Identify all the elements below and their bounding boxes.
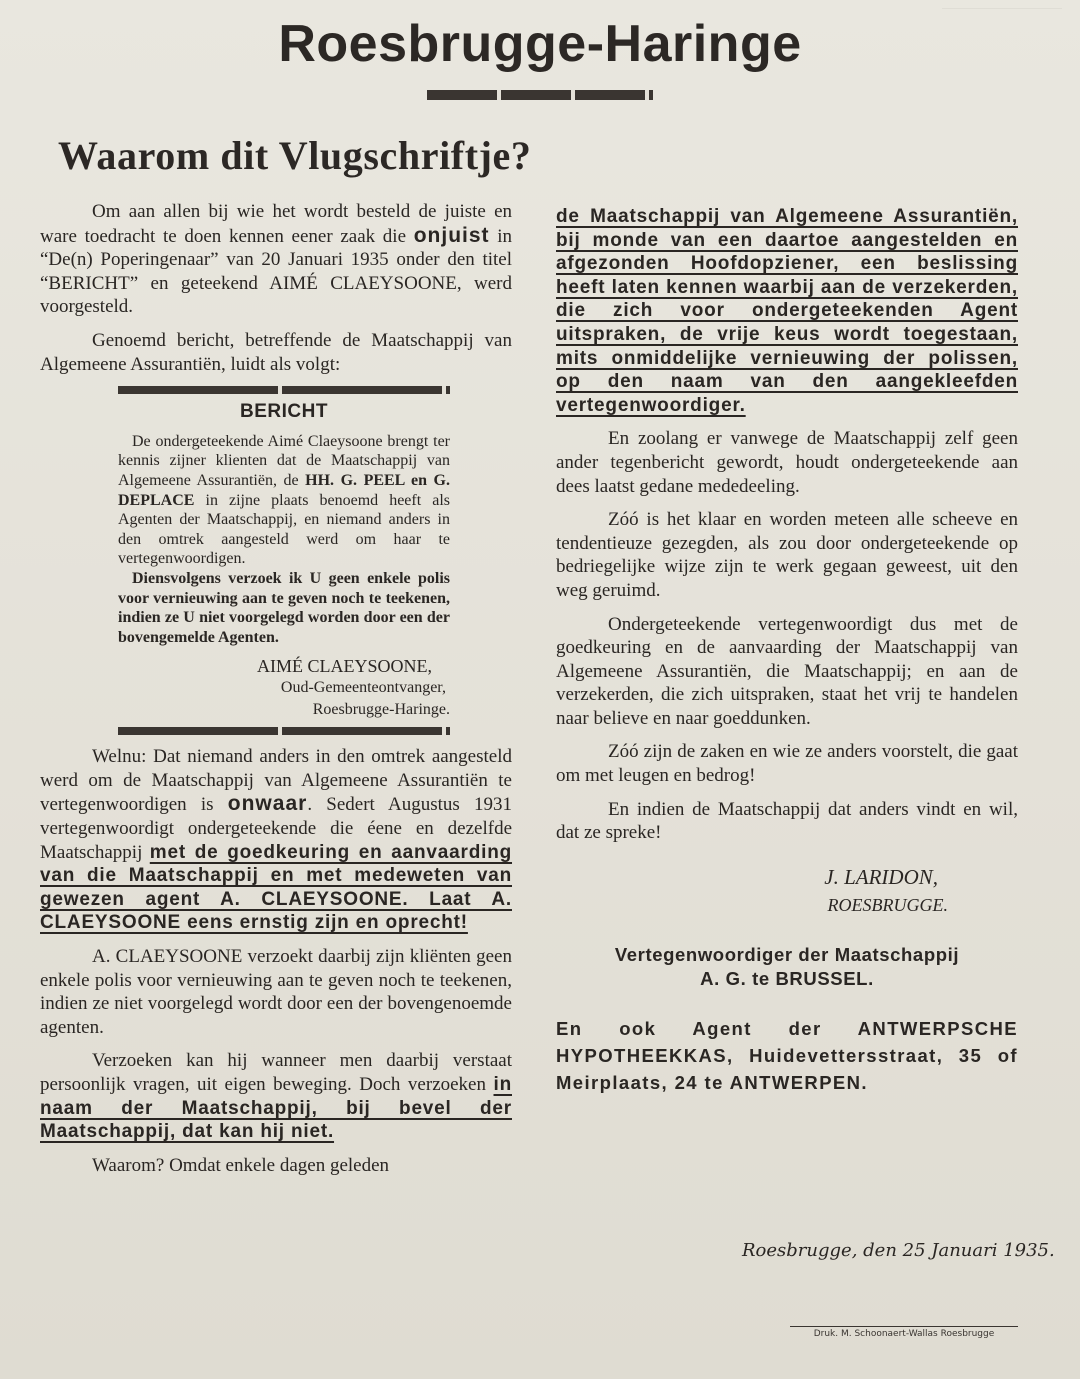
agent-line: En ook Agent der ANTWERPSCHE HYPOTHEEKKAS, Huidevettersstraat, 35 of Meirplaats, 24 te ANTWERPEN. (556, 1017, 1018, 1093)
representative-line: Vertegenwoordiger der Maatschappij A. G. te BRUSSEL. (614, 943, 960, 989)
right-column (556, 205, 1018, 1096)
waarom-paragraph: Waarom? Omdat enkele dagen geleden (92, 1154, 390, 1176)
bericht-signature: AIMÉ CLAEYSOONE, Oud-Gemeenteontvanger, Roesbrugge-Haringe. (257, 656, 450, 719)
indien-paragraph: En indien de Maatschappij dat anders vindt en wil, dat ze spreke! (556, 798, 1018, 844)
bericht-top-rule (118, 386, 450, 394)
bericht-bottom-rule (118, 727, 450, 735)
onjuist-word: onjuist (413, 223, 490, 247)
continued-paragraph (556, 205, 1018, 417)
date-line: Roesbrugge, den 25 Januari 1935. (742, 1240, 1055, 1261)
zoo-paragraph-2: Zóó zijn de zaken en wie ze anders voorstelt, die gaat om met leugen en bedrog! (556, 741, 1018, 787)
main-heading: Waarom dit Vlugschriftje? (58, 133, 532, 178)
printer-imprint: Druk. M. Schoonaert-Wallas Roesbrugge (790, 1326, 1018, 1339)
onwaar-word: onwaar (227, 792, 308, 816)
verzoeken-paragraph: Verzoeken kan hij wanneer men daarbij verstaat persoonlijk vragen, uit eigen beweging. Doch verzoeken in naam der Maatschappij, bij bevel der Maatschappij, dat kan hij niet. (40, 1050, 512, 1143)
continued-underlined: de Maatschappij van Algemeene Assurantiën, bij monde van een daartoe aangestelden en afgezonden Hoofdopziener, een beslissing heeft laten kennen waarbij aan de verzekerden, die zich voor ondergeteekenden Agent uitspraken, de vrije keus wordt toegestaan, mits onmiddelijke vernieuwing der polissen, op den naam van den aangekleefden vertegenwoordiger. (556, 206, 1018, 416)
intro-paragraph-2: Genoemd bericht, betreffende de Maatschappij van Algemeene Assurantiën, luidt als volgt: (40, 329, 512, 375)
bericht-text-2: Diensvolgens verzoek ik U geen enkele polis voor vernieuwing aan te geven noch te teekenen, indien ze U niet voorgelegd worden door een der bovengemelde Agenten. (118, 569, 450, 646)
intro-paragraph-1: Om aan allen bij wie het wordt besteld de juiste en ware toedracht te doen kennen eener zaak die onjuist in “De(n) Poperingenaar” van 20 Januari 1935 onder den titel “BERICHT” en geteekend AIMÉ CLAEYSOONE, werd voorgesteld. (40, 201, 513, 318)
bericht-heading: BERICHT (240, 401, 328, 423)
welnu-paragraph: Welnu: Dat niemand anders in den omtrek aangesteld werd om de Maatschappij van Algemeene Assurantiën te vertegenwoordigen is onwaar. Sedert Augustus 1931 vertegenwoordigt ondergeteekende die éene en dezelfde Maatschappij met de goedkeuring en aanvaarding van die Maatschappij en met medeweten van gewezen agent A. CLAEYSOONE. Laat A. CLAEYSOONE eens ernstig zijn en oprecht! (40, 746, 513, 934)
page-title: Roesbrugge-Haringe (278, 15, 802, 73)
bericht-box (118, 386, 450, 735)
welnu-underlined: met de goedkeuring en aanvaarding van die Maatschappij en met medeweten van gewezen agent A. CLAEYSOONE. Laat A. CLAEYSOONE eens ernstig zijn en oprecht! (40, 841, 513, 934)
zoo-paragraph-1: Zóó is het klaar en worden meteen alle scheeve en tendentieuze gezegden, als zou door ondergeteekende op bedriegelijke wijze zijn te werk gegaan geweest, uit den weg geruimd. (556, 509, 1018, 601)
bericht-text-1: De ondergeteekende Aimé Claeysoone brengt ter kennis zijner klienten dat de Maatschappij van Algemeene Assurantiën, de HH. G. PEEL en G. DEPLACE in zijne plaats benoemd heeft als Agenten der Maatschappij, en niemand anders in den omtrek aangesteld werd om haar te vertegenwoordigen. (118, 432, 451, 568)
verzoeken-underlined: in naam der Maatschappij, bij bevel der Maatschappij, dat kan hij niet. (40, 1074, 512, 1143)
ondergeteekende-paragraph: Ondergeteekende vertegenwoordigt dus met de goedkeuring en de aanvaarding der Maatschappij van Algemeene Assurantiën, die Maatschappij; en aan de verzekerden, die zich uitspraken, staat het vrij te handelen naar believe en naar goeddunken. (556, 613, 1018, 729)
claeysoone-paragraph: A. CLAEYSOONE verzoekt daarbij zijn kliënten geen enkele polis voor vernieuwing aan te geven noch te teekenen, indien ze niet voorgelegd wordt door een der bovengenoemde agenten. (40, 946, 512, 1038)
zoolang-paragraph: En zoolang er vanwege de Maatschappij zelf geen ander tegenbericht gewordt, houdt ondergeteekende aan dees laatst gedane mededeeling. (556, 428, 1018, 497)
left-column (40, 200, 512, 1187)
bericht-agent-names: HH. G. PEEL en G. DEPLACE (118, 471, 451, 509)
laridon-signature: J. LARIDON, ROESBRUGGE. (824, 864, 948, 915)
title-divider (427, 90, 653, 100)
